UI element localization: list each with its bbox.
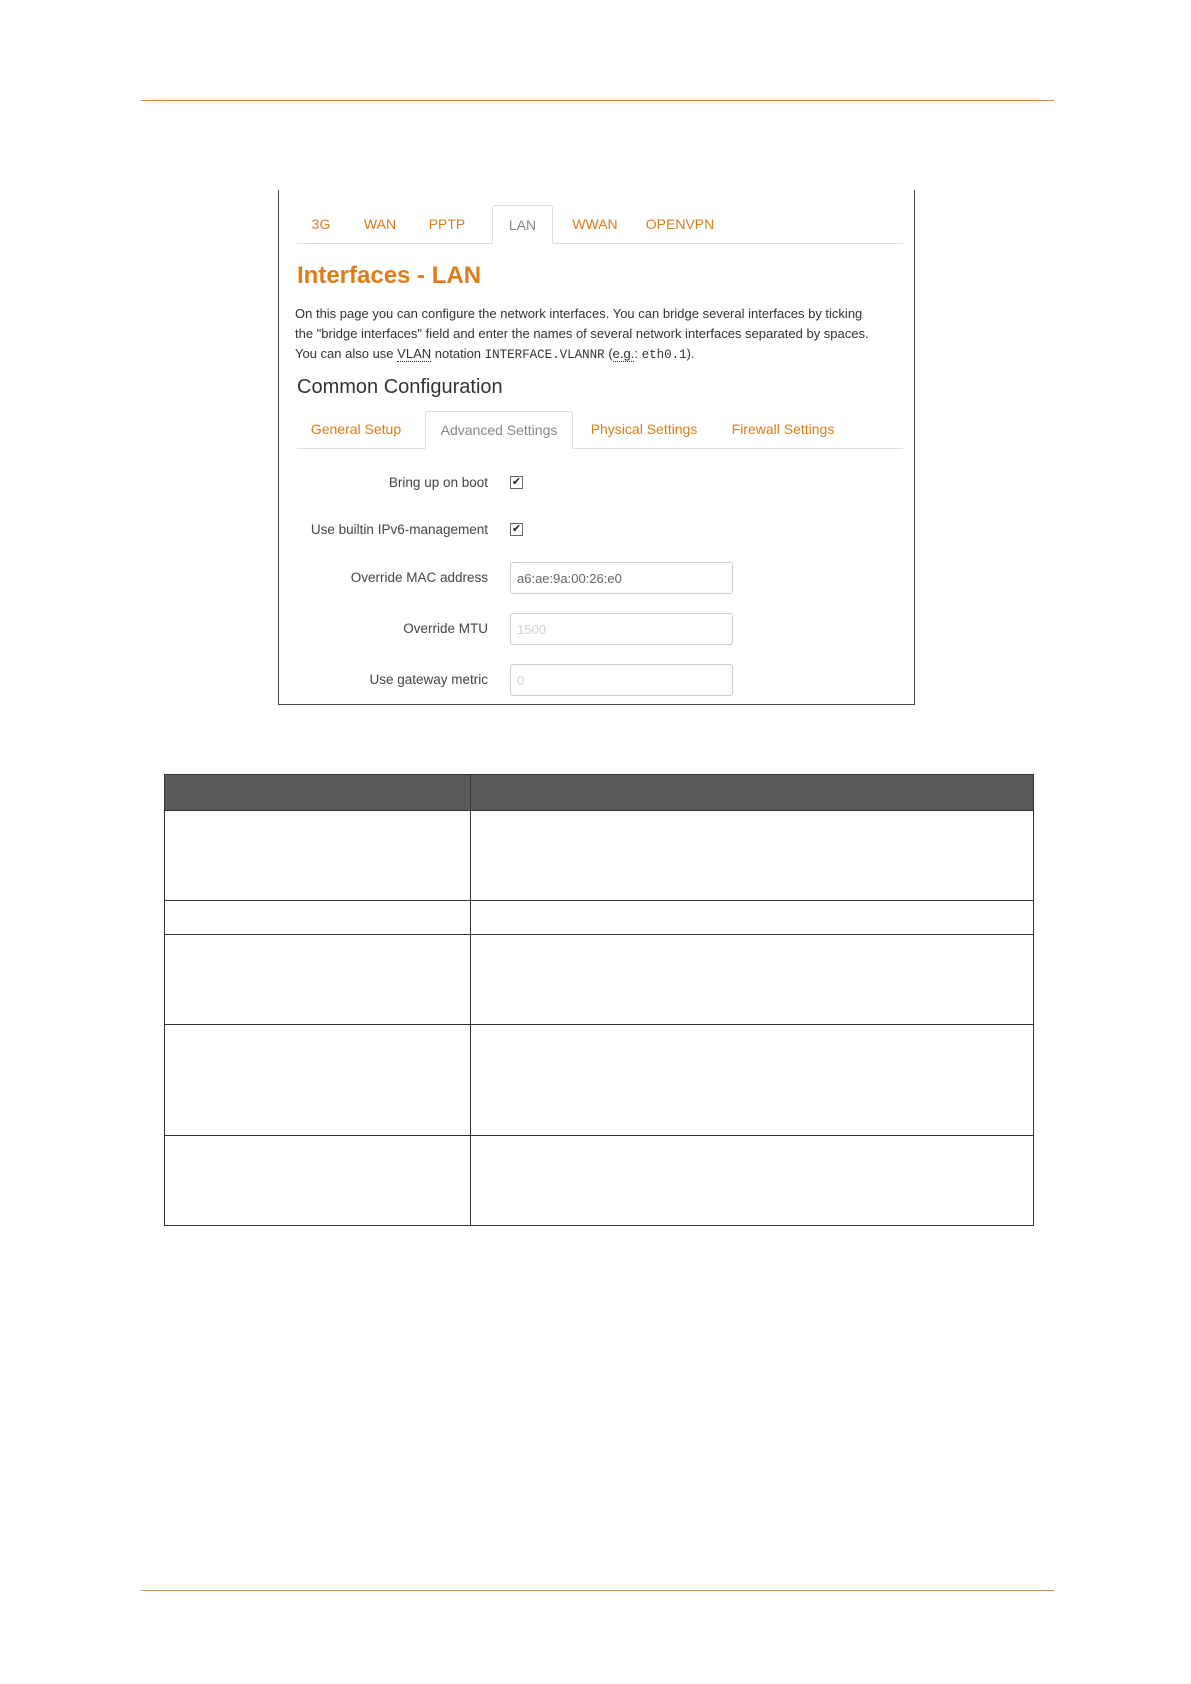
- table-row: [165, 811, 1034, 901]
- footer-rule: [141, 1590, 1054, 1591]
- field-row-metric: [279, 664, 916, 694]
- tab-pptp[interactable]: PPTP: [428, 216, 466, 232]
- eg-abbr: e.g.: [612, 346, 635, 361]
- description-line-3: [295, 344, 905, 365]
- table-cell: [471, 1136, 1034, 1226]
- table-row: [165, 935, 1034, 1025]
- description-line-1: On this page you can configure the network interfaces. You can bridge several interfaces by ticking: [295, 306, 863, 321]
- description-line-2: the "bridge interfaces" field and enter the names of several network interfaces separated by spaces.: [295, 326, 869, 341]
- field-row-mtu: [279, 613, 916, 643]
- table-cell: [165, 1136, 471, 1226]
- section-title: Common Configuration: [297, 376, 503, 398]
- paren-close: ).: [686, 346, 695, 361]
- metric-label: Use gateway metric: [369, 672, 488, 687]
- table-cell: [165, 901, 471, 935]
- tab-general-setup[interactable]: General Setup: [310, 421, 402, 437]
- table-cell: [471, 935, 1034, 1025]
- interface-tabs: [297, 205, 903, 244]
- table-cell: [471, 811, 1034, 901]
- page-description: [295, 304, 905, 365]
- description-notation: notation: [434, 346, 482, 361]
- table-cell: [471, 901, 1034, 935]
- description-prefix: You can also use: [295, 346, 394, 361]
- tab-wan[interactable]: WAN: [363, 216, 397, 232]
- field-row-mac: [279, 562, 916, 592]
- table-cell: [165, 811, 471, 901]
- tab-physical-settings[interactable]: Physical Settings: [590, 421, 698, 437]
- table-cell: [471, 1025, 1034, 1136]
- code-interface-vlannr: INTERFACE.VLANNR: [484, 348, 605, 362]
- table-header-row: [165, 775, 1034, 811]
- ipv6-label: Use builtin IPv6-management: [310, 522, 488, 537]
- table-row: [165, 1025, 1034, 1136]
- field-row-ipv6: [279, 515, 916, 545]
- mtu-label: Override MTU: [403, 621, 488, 636]
- tab-3g[interactable]: 3G: [311, 216, 331, 232]
- field-row-bring-up: [279, 468, 916, 498]
- tab-lan[interactable]: LAN: [492, 205, 553, 244]
- table-header-cell: [165, 775, 471, 811]
- bring-up-label: Bring up on boot: [388, 475, 488, 490]
- table-row: [165, 1136, 1034, 1226]
- mac-address-input[interactable]: [510, 562, 733, 594]
- tab-firewall-settings[interactable]: Firewall Settings: [731, 421, 835, 437]
- field-description-table: [164, 774, 1034, 1226]
- tab-advanced-settings[interactable]: Advanced Settings: [425, 411, 573, 449]
- vlan-abbr: VLAN: [397, 346, 432, 361]
- colon: :: [634, 346, 638, 361]
- mtu-input[interactable]: [510, 613, 733, 645]
- page-title: Interfaces - LAN: [297, 262, 482, 289]
- ipv6-checkbox[interactable]: ✔: [511, 523, 522, 535]
- table-row: [165, 901, 1034, 935]
- config-tabs: [297, 411, 903, 449]
- tab-openvpn[interactable]: OPENVPN: [645, 216, 715, 232]
- table-cell: [165, 935, 471, 1025]
- gateway-metric-input[interactable]: [510, 664, 733, 696]
- header-rule: [141, 100, 1054, 101]
- bring-up-checkbox[interactable]: ✔: [511, 476, 522, 488]
- paren-open: (: [608, 346, 613, 361]
- lan-interface-screenshot: [278, 190, 915, 705]
- table-header-cell: [471, 775, 1034, 811]
- code-eth0: eth0.1: [641, 348, 687, 362]
- table-cell: [165, 1025, 471, 1136]
- mac-label: Override MAC address: [350, 570, 488, 585]
- tab-wwan[interactable]: WWAN: [572, 216, 618, 232]
